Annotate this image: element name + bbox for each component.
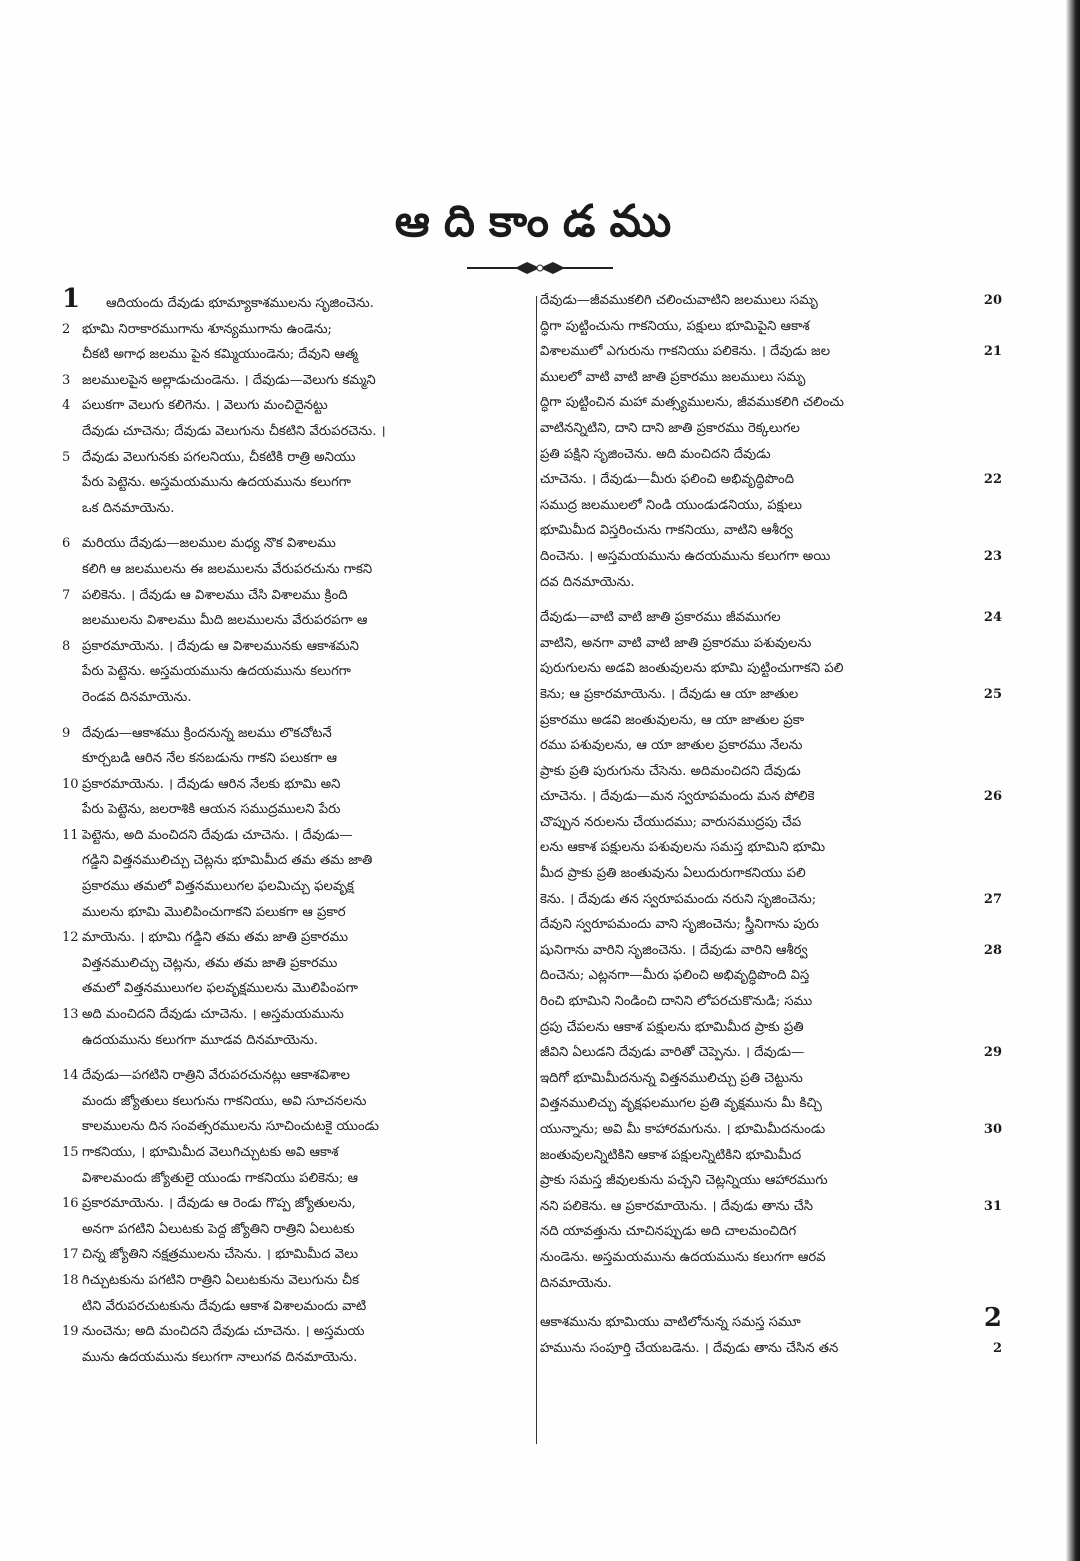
verse-text: చీకటి అగాధ జలము పైన కమ్మియుండెను; దేవుని ఆత్మ [82, 347, 358, 363]
verse-text: దేవుడు—జీవముకలిగి చలించువాటిని జలములు సమృ [540, 293, 818, 308]
right-column [540, 288, 1002, 1371]
page-edge-shadow [1066, 0, 1080, 1561]
paragraph [62, 1063, 532, 1370]
verse-text: కాలములను దిన సంవత్సరములను సూచించుటకై యుండు [82, 1119, 379, 1135]
verse-text: ములలో వాటి వాటి జాతి ప్రకారము జలములు సమృ [540, 369, 806, 385]
text-line [62, 496, 532, 522]
text-line [540, 912, 1002, 938]
verse-number: 3 [62, 372, 71, 388]
text-line [540, 656, 1002, 682]
verse-number: 15 [62, 1145, 79, 1160]
text-line [62, 1089, 532, 1115]
verse-text: ఆదియందు దేవుడు భూమ్యాకాశములను సృజించెను. [106, 296, 374, 311]
text-line [62, 531, 532, 557]
text-line [540, 288, 1002, 314]
book-title: ఆదికాండము [394, 196, 686, 247]
verse-text: జంతువులన్నిటికిని ఆకాశ పక్షులన్నిటికిని భూమిమీద [540, 1147, 802, 1163]
verse-text: నది యావత్తును చూచినప్పుడు అది చాలమంచిదిగ [540, 1224, 797, 1240]
text-line [540, 1143, 1002, 1169]
verse-text: నుంచెను; అది మంచిదని దేవుడు చూచెను. । అస్తమయ [82, 1324, 365, 1340]
title-ornament [465, 258, 615, 278]
verse-number: 23 [983, 548, 1002, 564]
verse-text: ప్రకారము తమలో విత్తనములుగల ఫలమిచ్చు ఫలవృక్ష [82, 879, 354, 895]
verse-number: 30 [983, 1122, 1002, 1137]
text-line [540, 938, 1002, 964]
text-line [62, 284, 532, 317]
verse-text: నని పలికెను. ఆ ప్రకారమాయెను. । దేవుడు తాను చేసి [540, 1198, 814, 1214]
verse-text: దేవుడు—పగటిని రాత్రిని వేరుపరచునట్లు ఆకాశవిశాల [82, 1068, 350, 1084]
verse-text: ప్రతి పక్షిని సృజించెను. అది మంచిదని దేవుడు [540, 446, 771, 462]
text-line [62, 342, 532, 368]
verse-text: అనగా పగటిని ఏలుటకు పెద్ద జ్యోతిని రాత్రిని ఏలుటకు [82, 1221, 355, 1237]
verse-number: 20 [983, 293, 1002, 308]
verse-number: 7 [62, 587, 71, 603]
verse-text: ప్రకారమాయెను. । దేవుడు ఆ రెండు గొప్ప జ్యోతులను, [82, 1196, 356, 1212]
text-line [62, 470, 532, 496]
verse-text: రించి భూమిని నిండించి దానిని లోపరచుకొనుడి; సము [540, 994, 813, 1010]
verse-text: వాటినన్నిటిని, దాని దాని జాతి ప్రకారము రెక్కలుగల [540, 420, 800, 436]
text-line [62, 1140, 532, 1166]
text-line [540, 1040, 1002, 1066]
verse-text: దించెను; ఎట్లనగా—మీరు ఫలించి అభివృద్ధిపొంది విస్త [540, 968, 810, 984]
verse-text: మాయెను. । భూమి గడ్డిని తమ తమ జాతి ప్రకారము [82, 930, 349, 946]
verse-text: విత్తనములిచ్చు చెట్లను, తమ తమ జాతి ప్రకారము [82, 955, 338, 971]
verse-number: 26 [983, 789, 1002, 805]
verse-number: 11 [62, 827, 79, 843]
text-line [62, 900, 532, 926]
verse-text: కలిగి ఆ జలములను ఈ జలములను వేరుపరచును గాకని [82, 561, 373, 577]
verse-number: 5 [62, 449, 71, 465]
text-line [540, 1091, 1002, 1117]
verse-text: విశాలములో ఎగురును గాకనియు పలికెను. । దేవుడు జల [540, 344, 831, 360]
verse-number: 2 [992, 1340, 1002, 1356]
verse-text: టిని వేరుపరచుటకును దేవుడు ఆకాశ విశాలమందు వాటి [82, 1298, 367, 1314]
text-line [540, 1117, 1002, 1143]
verse-text: చొప్పున నరులను చేయుదము; వారుసముద్రపు చేప [540, 814, 802, 830]
verse-number: 27 [983, 891, 1002, 907]
verse-number: 17 [62, 1247, 79, 1263]
text-line [540, 1219, 1002, 1245]
verse-text: కెను; ఆ ప్రకారమాయెను. । దేవుడు ఆ యా జాతుల [540, 686, 799, 702]
verse-text: ప్రాకు సమస్త జీవులకును పచ్చని చెట్లన్నియు ఆహారముగు [540, 1173, 828, 1189]
verse-text: దేవుడు చూచెను; దేవుడు వెలుగును చీకటిని వేరుపరచెను. । [82, 423, 386, 439]
text-line [540, 518, 1002, 544]
text-line [540, 759, 1002, 785]
text-line [540, 708, 1002, 734]
text-line [62, 583, 532, 609]
verse-text: ఒక దినమాయెను. [82, 500, 175, 516]
verse-text: షునిగాను వారిని సృజించెను. । దేవుడు వారిని ఆశీర్వ [540, 942, 808, 958]
verse-text: ద్ధిగా పుట్టించును గాకనియు, పక్షులు భూమిపైని ఆకాశ [540, 318, 810, 334]
verse-text: గడ్డిని విత్తనములిచ్చు చెట్లను భూమిమీద తమ తమ జాతి [82, 853, 373, 869]
verse-text: దించెను. । అస్తమయమును ఉదయమును కలుగగా అయి [540, 548, 831, 564]
verse-text: సముద్ర జలములలో నిండి యుండుడనియు, పక్షులు [540, 497, 802, 513]
verse-number: 4 [62, 398, 71, 414]
verse-number: 10 [62, 776, 79, 792]
text-line [62, 1294, 532, 1320]
verse-text: ఆకాశమును భూమియు వాటిలోనున్న సమస్త సమూ [540, 1315, 801, 1331]
verse-text: మీద ప్రాకు ప్రతి జంతువును ఏలుదురుగాకనియు పలి [540, 866, 806, 882]
text-line [62, 925, 532, 951]
text-line [62, 1114, 532, 1140]
verse-text: మందు జ్యోతులు కలుగును గాకనియు, అవి సూచనలను [82, 1093, 367, 1109]
text-line [62, 1166, 532, 1192]
text-line [62, 685, 532, 711]
text-line [62, 557, 532, 583]
verse-text: చూచెను. । దేవుడు—మన స్వరూపమందు మన పోలికె [540, 789, 815, 805]
verse-text: హమును సంపూర్తి చేయబడెను. । దేవుడు తాను చేసిన తన [540, 1340, 839, 1356]
text-line [540, 835, 1002, 861]
text-line [62, 797, 532, 823]
column-divider [536, 296, 537, 1444]
verse-text: భూమి నిరాకారముగాను శూన్యముగాను ఉండెను; [82, 321, 332, 337]
verse-text: విత్తనములిచ్చు వృక్షఫలముగల ప్రతి వృక్షమును మీ కిచ్చి [540, 1096, 822, 1112]
verse-text: ఉదయమును కలుగగా మూడవ దినమాయెను. [82, 1032, 318, 1048]
text-line [62, 445, 532, 471]
text-line [540, 861, 1002, 887]
verse-text: దినమాయెను. [540, 1275, 612, 1291]
verse-number: 18 [62, 1272, 79, 1288]
verse-text: పెట్టెను, అది మంచిదని దేవుడు చూచెను. । దేవుడు— [82, 827, 353, 843]
verse-number: 12 [62, 930, 79, 946]
verse-text: యున్నాను; అవి మీ కాహారమగును. । భూమిమీదనుండు [540, 1122, 826, 1137]
verse-text: ప్రాకు ప్రతి పురుగును చేసెను. అదిమంచిదని దేవుడు [540, 763, 801, 779]
text-line [540, 1245, 1002, 1271]
text-line [540, 784, 1002, 810]
verse-number: 13 [62, 1007, 79, 1023]
verse-text: దేవుని స్వరూపమందు వాని సృజించెను; స్త్రీనిగాను పురు [540, 917, 819, 933]
text-line [540, 467, 1002, 493]
text-line [62, 1002, 532, 1028]
verse-number: 28 [983, 942, 1002, 958]
text-line [540, 493, 1002, 519]
paragraph [62, 284, 532, 521]
text-line [62, 772, 532, 798]
text-line [62, 659, 532, 685]
text-line [62, 368, 532, 394]
text-line [540, 1015, 1002, 1041]
verse-text: గాకనియు, । భూమిమీద వెలుగిచ్చుటకు అవి ఆకాశ [82, 1145, 339, 1160]
text-line [540, 989, 1002, 1015]
chapter-number: 2 [983, 1303, 1002, 1334]
text-line [540, 733, 1002, 759]
verse-text: నుండెను. అస్తమయమును ఉదయమును కలుగగా ఆరవ [540, 1249, 826, 1265]
paragraph [62, 721, 532, 1054]
verse-number: 25 [983, 686, 1002, 702]
verse-number: 16 [62, 1196, 79, 1212]
text-line [540, 570, 1002, 596]
text-line [62, 1319, 532, 1345]
text-line [62, 1268, 532, 1294]
text-line [540, 605, 1002, 631]
verse-text: రము పశువులను, ఆ యా జాతుల ప్రకారము నేలను [540, 738, 803, 754]
verse-number: 22 [983, 472, 1002, 488]
verse-number: 29 [983, 1045, 1002, 1061]
verse-text: లను ఆకాశ పక్షులను పశువులను సమస్త భూమిని భూమి [540, 840, 826, 856]
text-line [540, 544, 1002, 570]
text-line [62, 634, 532, 660]
text-line [540, 1303, 1002, 1336]
text-line [540, 963, 1002, 989]
verse-text: జలములను విశాలము మీది జలములను వేరుపరపగా ఆ [82, 613, 368, 629]
verse-text: పురుగులను అడవి జంతువులను భూమి పుట్టించుగాకని పలి [540, 661, 844, 677]
verse-text: ప్రకారమాయెను. । దేవుడు ఆ విశాలమునకు ఆకాశమని [82, 638, 359, 654]
verse-text: ద్ధిగా పుట్టించిన మహా మత్స్యములను, జీవముకలిగి చలించు [540, 395, 844, 411]
verse-text: తమలో విత్తనములుగల ఫలవృక్షములను మొలిపింపగా [82, 981, 358, 997]
verse-text: కెను. । దేవుడు తన స్వరూపమందు నరుని సృజించెను; [540, 891, 817, 907]
verse-text: చిన్న జ్యోతిని నక్షత్రములను చేసెను. । భూమిమీద వెలు [82, 1247, 359, 1263]
verse-text: గిచ్చుటకును పగటిని రాత్రిని ఏలుటకును వెలుగును చీక [82, 1272, 359, 1288]
verse-number: 14 [62, 1068, 79, 1084]
left-column [62, 284, 532, 1380]
paragraph [62, 531, 532, 710]
verse-text: మును ఉదయమును కలుగగా నాలుగవ దినమాయెను. [82, 1349, 358, 1365]
verse-text: ప్రకారమాయెను. । దేవుడు ఆరిన నేలకు భూమి అని [82, 776, 341, 792]
verse-number: 9 [62, 725, 71, 741]
verse-number: 31 [983, 1198, 1002, 1214]
verse-text: అది మంచిదని దేవుడు చూచెను. । అస్తమయమును [82, 1007, 344, 1023]
verse-text: ప్రకారము అడవి జంతువులను, ఆ యా జాతుల ప్రకా [540, 712, 805, 728]
text-line [540, 442, 1002, 468]
paragraph [540, 605, 1002, 1296]
text-line [540, 314, 1002, 340]
verse-text: ఇదిగో భూమిమీదనున్న విత్తనములిచ్చు ప్రతి చెట్టును [540, 1070, 803, 1086]
text-line [62, 1063, 532, 1089]
text-line [540, 1271, 1002, 1297]
verse-text: దవ దినమాయెను. [540, 574, 635, 590]
text-line [540, 682, 1002, 708]
text-line [62, 874, 532, 900]
text-line [62, 951, 532, 977]
paragraph [540, 288, 1002, 595]
verse-text: దేవుడు—వాటి వాటి జాతి ప్రకారము జీవముగల [540, 610, 781, 626]
verse-text: పేరు పెట్టెను. అస్తమయమును ఉదయమును కలుగగా [82, 664, 351, 680]
paragraph [540, 1303, 1002, 1361]
verse-text: పలికెను. । దేవుడు ఆ విశాలము చేసి విశాలము క్రింది [82, 587, 348, 603]
verse-text: దేవుడు—ఆకాశము క్రిందనున్న జలము లొకచోటనే [82, 725, 332, 741]
text-line [540, 810, 1002, 836]
text-line [540, 1336, 1002, 1362]
verse-text: ద్రపు చేపలను ఆకాశ పక్షులను భూమిమీద ప్రాకు ప్రతి [540, 1019, 804, 1035]
text-line [62, 746, 532, 772]
text-line [62, 721, 532, 747]
verse-text: విశాలమందు జ్యోతులై యుండు గాకనియు పలికెను; ఆ [82, 1170, 359, 1186]
verse-text: వాటిని, అనగా వాటి వాటి జాతి ప్రకారము పశువులను [540, 635, 812, 651]
text-line [62, 1345, 532, 1371]
text-line [62, 823, 532, 849]
verse-text: కూర్చబడి ఆరిన నేల కనబడును గాకని పలుకగా ఆ [82, 751, 338, 767]
verse-number: 2 [62, 321, 71, 337]
text-line [62, 1191, 532, 1217]
text-line [540, 339, 1002, 365]
verse-text: జీవిని ఏలుడని దేవుడు వారితో చెప్పెను. । దేవుడు— [540, 1045, 805, 1061]
text-line [62, 1242, 532, 1268]
text-line [62, 317, 532, 343]
verse-number: 19 [62, 1324, 79, 1340]
text-line [540, 887, 1002, 913]
text-line [62, 1028, 532, 1054]
text-line [62, 848, 532, 874]
text-line [62, 419, 532, 445]
verse-text: ములను భూమి మొలిపించుగాకని పలుకగా ఆ ప్రకార [82, 904, 346, 920]
verse-number: 21 [983, 344, 1002, 360]
text-line [540, 1194, 1002, 1220]
text-line [540, 416, 1002, 442]
text-line [540, 631, 1002, 657]
verse-text: రెండవ దినమాయెను. [82, 689, 192, 705]
text-line [540, 390, 1002, 416]
text-line [62, 976, 532, 1002]
verse-number: 24 [983, 610, 1002, 626]
verse-text: పేరు పెట్టెను. అస్తమయమును ఉదయమును కలుగగా [82, 475, 351, 491]
verse-text: పేరు పెట్టెను, జలరాశికి ఆయన సముద్రములని పేరు [82, 802, 341, 818]
chapter-number: 1 [62, 284, 81, 314]
verse-text: దేవుడు వెలుగునకు పగలనియు, చీకటికి రాత్రి అనియు [82, 449, 356, 465]
verse-text: జలములపైన అల్లాడుచుండెను. । దేవుడు—వెలుగు కమ్మని [82, 372, 376, 388]
verse-text: మరియు దేవుడు—జలముల మధ్య నొక విశాలము [82, 536, 336, 552]
text-line [62, 1217, 532, 1243]
text-line [540, 365, 1002, 391]
text-line [62, 608, 532, 634]
verse-text: పలుకగా వెలుగు కలిగెను. । వెలుగు మంచిదైనట్టు [82, 398, 328, 414]
text-line [540, 1066, 1002, 1092]
verse-text: భూమిమీద విస్తరించును గాకనియు, వాటిని ఆశీర్వ [540, 523, 793, 539]
text-line [540, 1168, 1002, 1194]
verse-number: 8 [62, 638, 71, 654]
verse-text: చూచెను. । దేవుడు—మీరు ఫలించి అభివృద్ధిపొంది [540, 472, 795, 488]
verse-number: 6 [62, 536, 71, 552]
text-line [62, 393, 532, 419]
